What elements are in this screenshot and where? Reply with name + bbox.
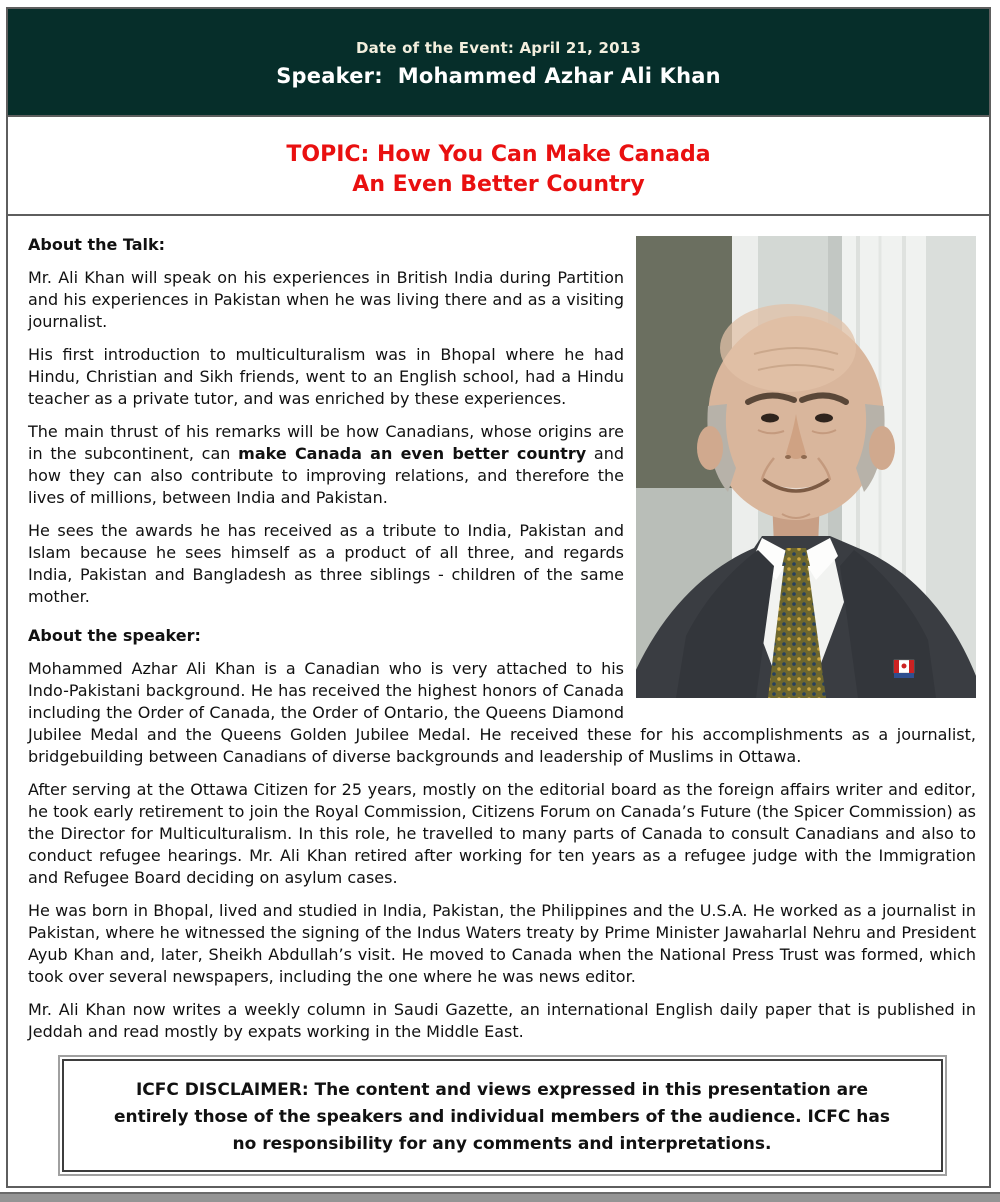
about-speaker-heading: About the speaker: (28, 626, 201, 645)
about-talk-p3-bold-phrase: make Canada an even better country (238, 444, 587, 463)
about-speaker-paragraph-2: After serving at the Ottawa Citizen for 25 years, mostly on the editorial board as the foreign affairs writer and editor, he took early retirement to join the Royal Commission, Citizens Forum on Canada’s Future (the Spicer Commission) as the Director for Multiculturalism. In this role, he travelled to many parts of Canada to consult Canadians and also to conduct refugee hearings. Mr. Ali Khan retired after working for ten years as a refugee judge with the Immigration and Refugee Board deciding on asylum cases. (28, 780, 976, 887)
about-speaker-paragraph-3: He was born in Bhopal, lived and studied in India, Pakistan, the Philippines and the U.S.A. He worked as a journalist in Pakistan, where he witnessed the signing of the Indus Waters treaty by Prime Minister Jawaharlal Nehru and President Ayub Khan and, later, Sheikh Abdullah’s visit. He moved to Canada when the National Press Trust was formed, which took over several newspapers, including the one where he was news editor. (28, 901, 976, 986)
speaker-photo (636, 236, 976, 698)
page-container (6, 7, 991, 1188)
disclaimer-box (58, 1055, 947, 1176)
about-talk-p3-text: The main thrust of his remarks will be how Canadians, whose origins are in the subcontinent, can (28, 422, 624, 463)
about-talk-paragraph-1: Mr. Ali Khan will speak on his experiences in British India during Partition and his experiences in Pakistan when he was living there and as a visiting journalist. (28, 268, 624, 331)
speaker-portrait-illustration (636, 236, 976, 698)
disclaimer-text: ICFC DISCLAIMER: The content and views expressed in this presentation are entirely those of the speakers and individual members of the audience. ICFC has no responsibility for any comments and interpretations. (62, 1059, 943, 1172)
topic-section (8, 117, 989, 216)
about-talk-paragraph-4: He sees the awards he has received as a tribute to India, Pakistan and Islam because he sees himself as a product of all three, and regards India, Pakistan and Bangladesh as three siblings - children of the same mother. (28, 521, 624, 606)
event-speaker-line: Speaker: Mohammed Azhar Ali Khan (276, 64, 721, 88)
content-area (8, 216, 989, 1176)
about-talk-heading: About the Talk: (28, 235, 166, 254)
topic-line-2: An Even Better Country (352, 172, 645, 197)
about-talk-paragraph-2: His first introduction to multiculturalism was in Bhopal where he had Hindu, Christian and Sikh friends, went to an English school, had a Hindu teacher as a private tutor, and was enriched by these experiences. (28, 345, 624, 408)
event-header (8, 9, 989, 117)
about-talk-p3-text-after: and how they can also contribute to improving relations, and therefore the lives of millions, between India and Pakistan. (28, 444, 625, 507)
topic-line-1: TOPIC: How You Can Make Canada (286, 142, 711, 167)
about-speaker-paragraph-1: Mohammed Azhar Ali Khan is a Canadian who is very attached to his Indo-Pakistani background. He has received the highest honors of Canada including the Order of Canada, the Order of Ontario, the Queens Diamond Jubilee Medal and the Queens Golden Jubilee Medal. He received these for his accomplishments as a journalist, bridgebuilding between Canadians of diverse backgrounds and leadership of Muslims in Ottawa. (28, 659, 976, 766)
bottom-divider-bar (0, 1192, 1000, 1202)
about-speaker-paragraph-4: Mr. Ali Khan now writes a weekly column in Saudi Gazette, an international English daily paper that is published in Jeddah and read mostly by expats working in the Middle East. (28, 1000, 976, 1041)
event-date-line: Date of the Event: April 21, 2013 (355, 39, 642, 57)
